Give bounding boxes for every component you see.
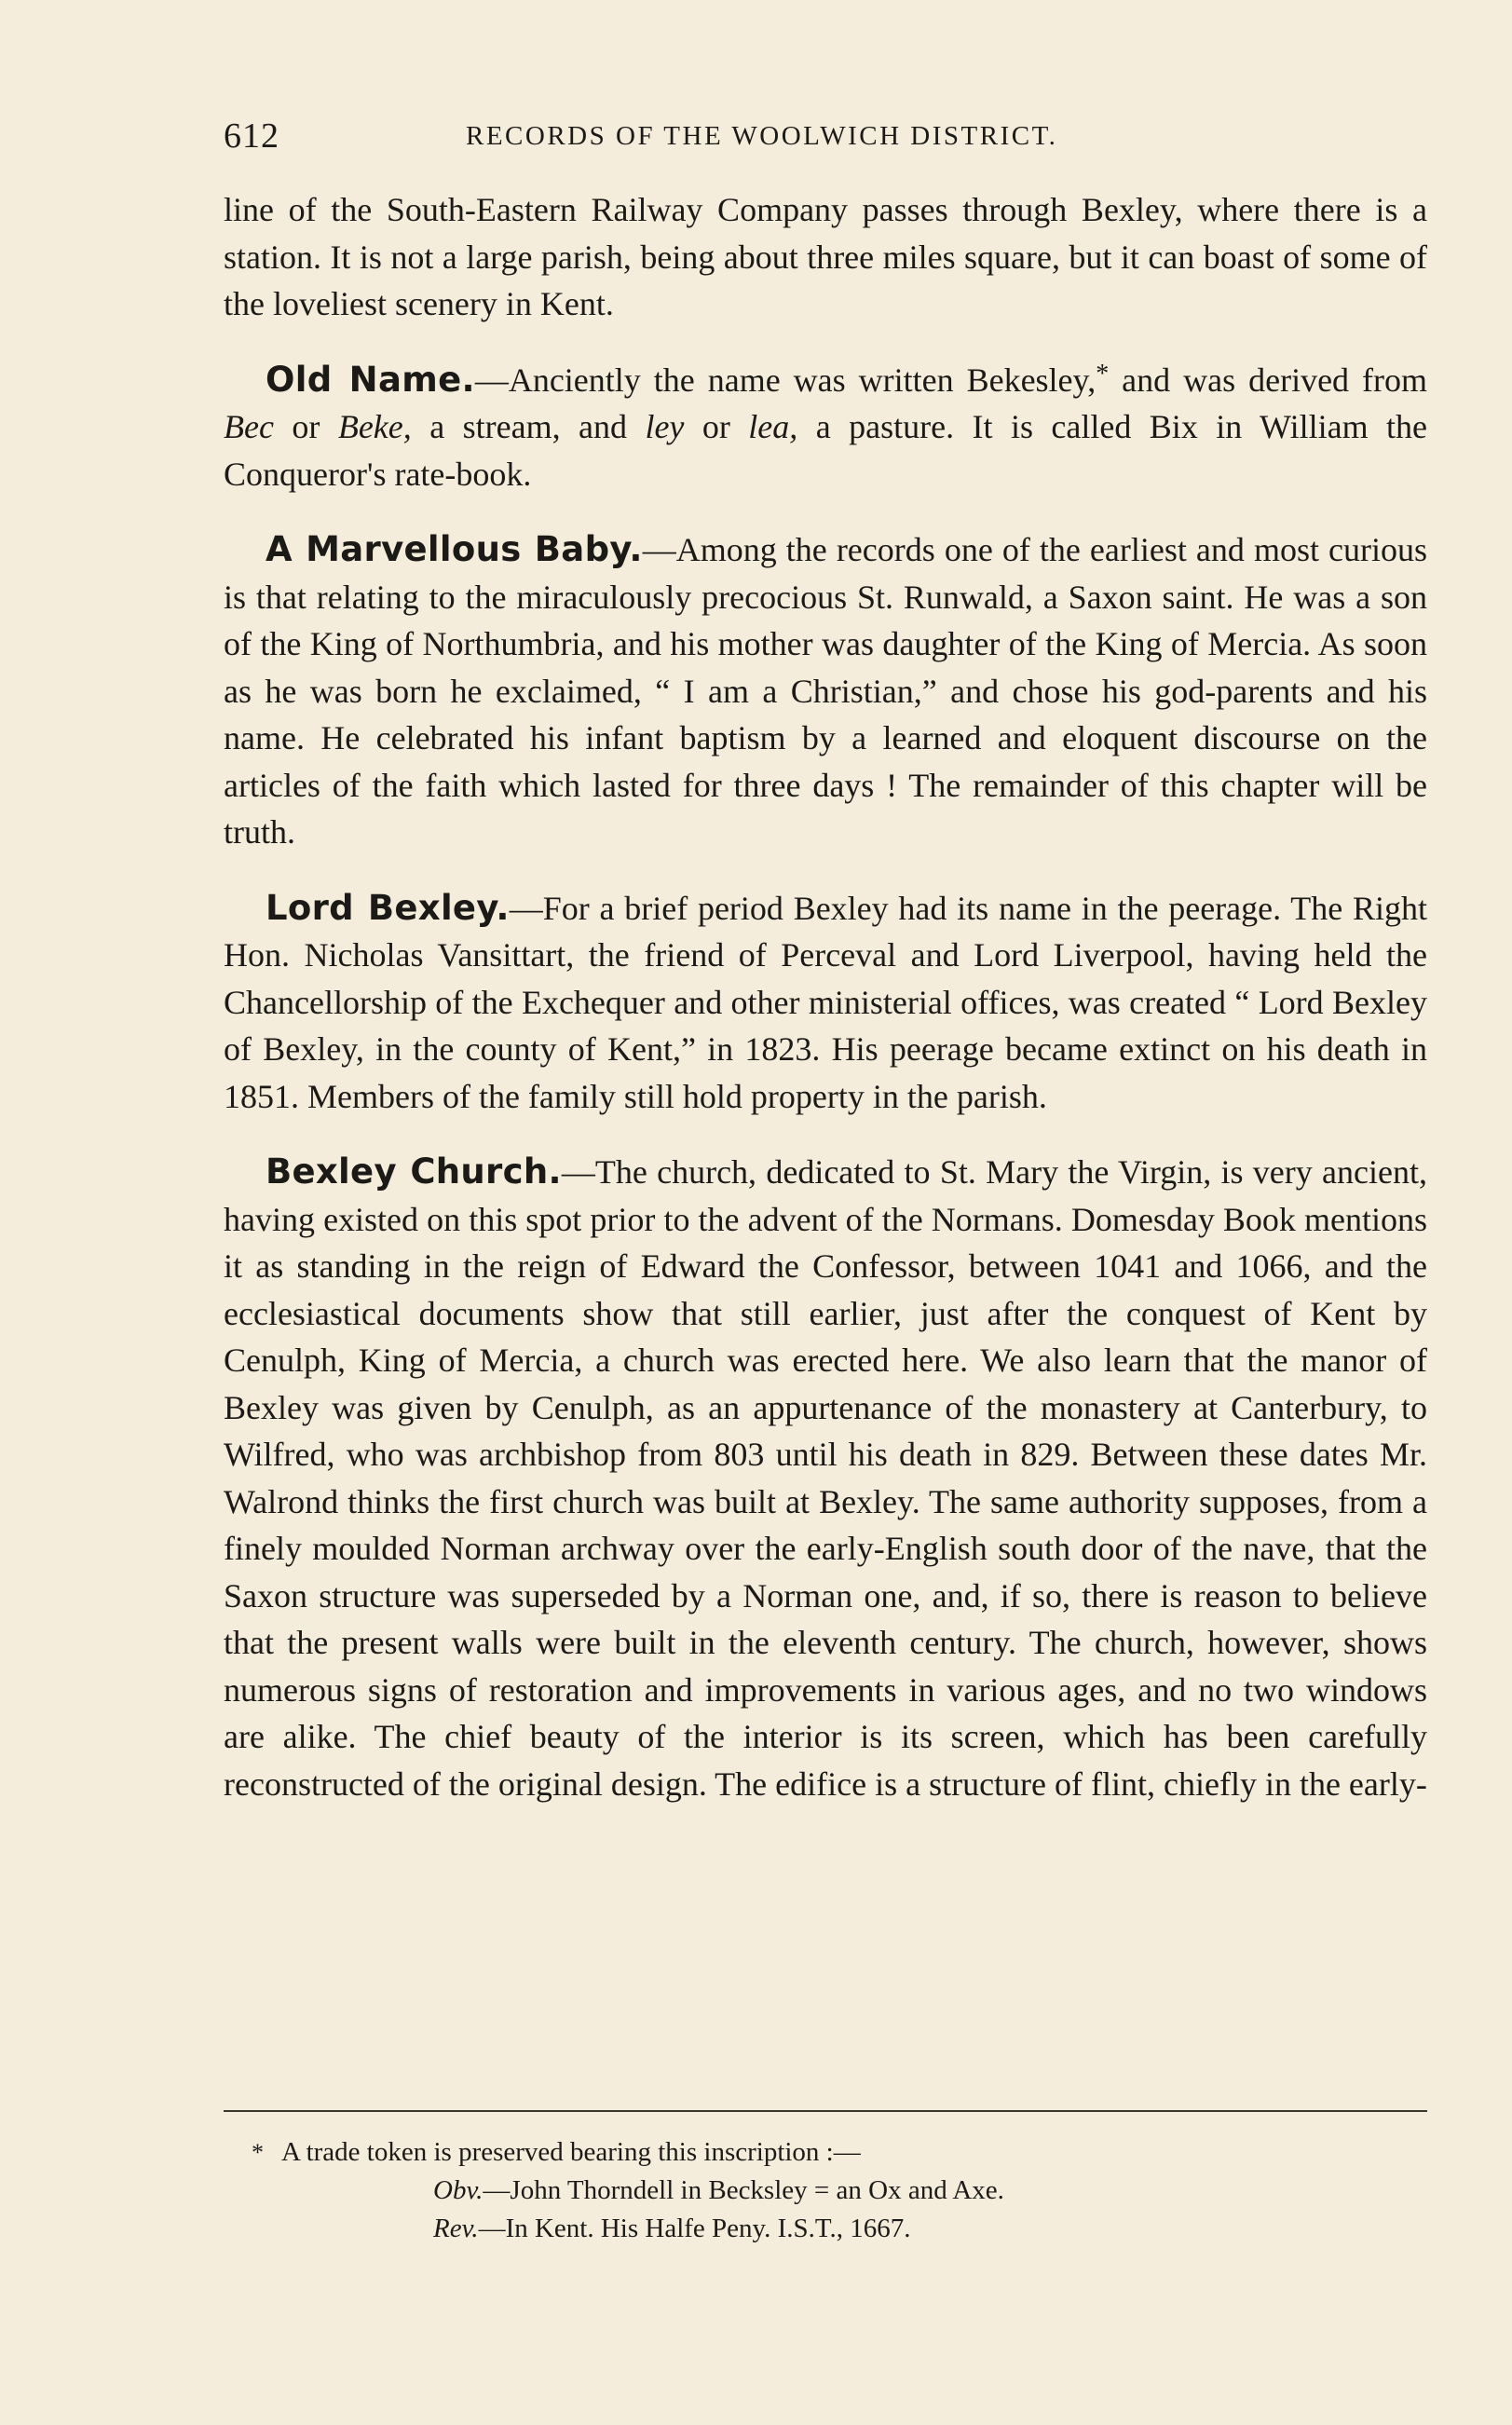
italic-word: ley [645,408,685,445]
italic-word: lea, [748,408,798,445]
section-heading-old-name: Old Name. [266,359,475,400]
italic-word: Beke, [337,408,412,445]
footnote-reverse [224,2210,1427,2248]
paragraph-text: —For a brief period Bexley had its name in the peerage. The Right Hon. Nicholas Vansittart, the friend of Perceval and Lord Liverpool, having held the Chancellorship of the Exchequer and other ministerial offices, was created “ Lord Bexley of Bexley, in the county of Kent,” in 1823. His peerage became extinct on his death in 1851. Members of the family still hold property in the parish. [224,889,1427,1115]
footnote-line [224,2133,1427,2172]
reverse-text: —In Kent. His Halfe Peny. I.S.T., 1667. [478,2214,911,2243]
paragraph-continuation [224,186,1427,328]
paragraph-text: or [273,408,338,445]
running-head [224,110,1435,166]
section-heading-marvellous-baby: A Marvellous Baby. [266,529,643,569]
section-heading-lord-bexley: Lord Bexley. [266,887,510,928]
paragraph-text: —Anciently the name was written Bekesley, [474,361,1097,399]
footnote-text: A trade token is preserved bearing this inscription :— [281,2137,861,2167]
footnote [224,2133,1427,2248]
paragraph-text: —The church, dedicated to St. Mary the Virgin, is very ancient, having existed on this spot prior to the advent of the Normans. Domesday Book mentions it as standing in the reign of Edward the Confessor, between 1041 and 1066, and the ecclesiastical documents show that still earlier, just after the conquest of Kent by Cenulph, King of Mercia, a church was erected here. We also learn that the manor of Bexley was given by Cenulph, as an appurtenance of the monastery at Canterbury, to Wilfred, who was archbishop from 803 until his death in 829. Between these dates Mr. Walrond thinks the first church was built at Bexley. The same authority supposes, from a finely moulded Norman archway over the early-English south door of the nave, that the Saxon structure was superseded by a Norman one, and, if so, there is reason to believe that the present walls were built in the eleventh century. The church, however, shows numerous signs of restoration and improvements in various ages, and no two windows are alike. The chief beauty of the interior is its screen, which has been carefully reconstructed of the original design. The edifice is a structure of flint, chiefly in the early- [224,1153,1427,1803]
paragraph-text: a pasture. It is called Bix in William the Conqueror's rate-book. [224,408,1427,493]
section-heading-bexley-church: Bexley Church. [266,1151,562,1192]
footnote-obverse [224,2172,1427,2210]
reverse-label: Rev. [433,2214,479,2243]
obverse-text: —John Thorndell in Becksley = an Ox and Axe. [483,2175,1004,2205]
paragraph-marvellous-baby [224,526,1427,856]
footnote-divider [224,2110,1427,2112]
page-number: 612 [224,116,279,156]
page-body [224,186,1427,1836]
paragraph-old-name [224,357,1427,498]
paragraph-bexley-church [224,1149,1427,1807]
paragraph-text: line of the South-Eastern Railway Company passes through Bexley, where there is a station. It is not a large parish, being about three miles square, but it can boast of some of the loveliest scenery in Kent. [224,191,1427,322]
paragraph-text: or [684,408,749,445]
italic-word: Bec [224,408,274,445]
running-title: RECORDS OF THE WOOLWICH DISTRICT. [466,121,1058,151]
paragraph-lord-bexley [224,885,1427,1121]
paragraph-text: —Among the records one of the earliest and most curious is that relating to the miraculously precocious St. Runwald, a Saxon saint. He was a son of the King of Northumbria, and his mother was daughter of the King of Mercia. As soon as he was born he exclaimed, “ I am a Christian,” and chose his god-parents and his name. He celebrated his infant baptism by a learned and eloquent discourse on the articles of the faith which lasted for three days ! The remainder of this chapter will be truth. [224,531,1427,851]
obverse-label: Obv. [433,2175,484,2205]
paragraph-text: and was derived from [1109,361,1428,399]
footnote-reference: * [1096,359,1110,388]
footnote-mark: * [252,2139,264,2166]
paragraph-text: a stream, and [411,408,646,445]
